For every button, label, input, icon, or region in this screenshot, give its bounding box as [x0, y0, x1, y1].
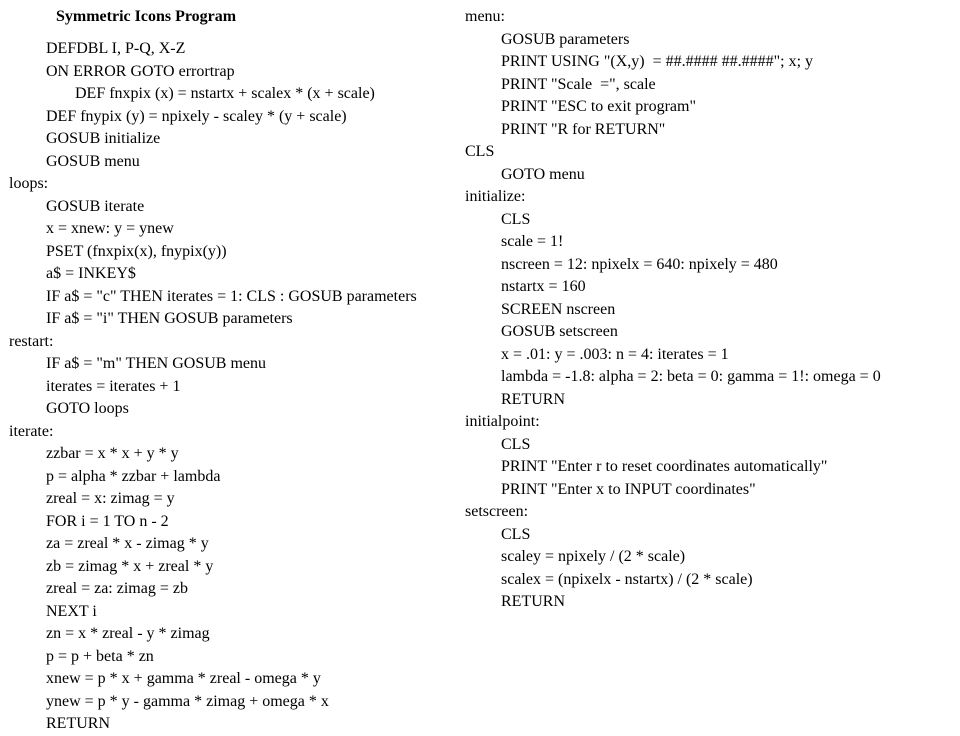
left-code-lines	[0, 38, 417, 736]
code-line: ynew = p * y - gamma * zimag + omega * x	[46, 692, 329, 710]
code-line: GOSUB parameters	[501, 30, 630, 48]
code-line: FOR i = 1 TO n - 2	[46, 512, 169, 530]
code-line: x = .01: y = .003: n = 4: iterates = 1	[501, 345, 729, 363]
code-line: PRINT "Enter r to reset coordinates automatically"	[501, 458, 828, 475]
code-line: a$ = INKEY$	[46, 265, 136, 282]
code-line: loops:	[9, 175, 49, 192]
code-line: CLS	[501, 525, 531, 543]
code-line: CLS	[501, 435, 531, 453]
code-line: iterates = iterates + 1	[46, 377, 181, 395]
code-line: scaley = npixely / (2 * scale)	[501, 548, 686, 565]
code-line: x = xnew: y = ynew	[46, 220, 174, 237]
code-line: zn = x * zreal - y * zimag	[46, 625, 210, 642]
code-line: menu:	[465, 8, 505, 25]
code-line: RETURN	[501, 390, 565, 408]
code-line: scale = 1!	[501, 233, 564, 250]
code-line: DEF fnxpix (x) = nstartx + scalex * (x + scale)	[75, 85, 375, 102]
code-line: p = p + beta * zn	[46, 647, 154, 665]
right-code-lines	[464, 6, 881, 614]
program-title: Symmetric Icons Program	[56, 8, 237, 25]
code-line: DEFDBL I, P-Q, X-Z	[46, 40, 186, 57]
code-line: zb = zimag * x + zreal * y	[46, 557, 214, 575]
code-line: PRINT "ESC to exit program"	[501, 98, 696, 115]
code-line: zzbar = x * x + y * y	[46, 445, 179, 462]
code-line: GOTO loops	[46, 400, 129, 417]
code-line: PRINT USING "(X,y) = ##.#### ##.####"; x; y	[501, 53, 814, 70]
code-line: zreal = za: zimag = zb	[46, 580, 188, 597]
code-line: PRINT "Scale =", scale	[501, 75, 656, 93]
code-line: PSET (fnxpix(x), fnypix(y))	[46, 242, 227, 260]
code-line: NEXT i	[46, 602, 97, 620]
code-line: zreal = x: zimag = y	[46, 490, 175, 507]
code-line: RETURN	[501, 593, 565, 610]
code-line: nscreen = 12: npixelx = 640: npixely = 480	[501, 255, 778, 273]
code-line: restart:	[9, 332, 54, 350]
code-line: scalex = (npixelx - nstartx) / (2 * scale)	[501, 570, 753, 588]
code-line: xnew = p * x + gamma * zreal - omega * y	[46, 670, 321, 687]
code-line: GOSUB setscreen	[501, 323, 618, 340]
code-line: GOSUB iterate	[46, 197, 145, 215]
code-line: GOTO menu	[501, 165, 585, 183]
code-line: initialpoint:	[465, 413, 540, 430]
code-line: SCREEN nscreen	[501, 300, 616, 318]
code-line: ON ERROR GOTO errortrap	[46, 62, 235, 80]
code-line: za = zreal * x - zimag * y	[46, 535, 209, 552]
code-line: IF a$ = "m" THEN GOSUB menu	[46, 355, 267, 372]
code-line: GOSUB menu	[46, 152, 140, 170]
code-line: CLS	[465, 143, 495, 160]
code-line: IF a$ = "c" THEN iterates = 1: CLS : GOSUB parameters	[46, 287, 417, 305]
code-line: setscreen:	[465, 503, 529, 520]
code-line: DEF fnypix (y) = npixely - scaley * (y + scale)	[46, 107, 347, 125]
code-line: CLS	[501, 210, 531, 228]
code-line: PRINT "R for RETURN"	[501, 120, 666, 138]
code-line: GOSUB initialize	[46, 130, 161, 147]
code-line: initialize:	[465, 188, 526, 205]
code-line: IF a$ = "i" THEN GOSUB parameters	[46, 310, 293, 327]
code-line: RETURN	[46, 715, 110, 732]
code-line: PRINT "Enter x to INPUT coordinates"	[501, 480, 756, 498]
code-line: p = alpha * zzbar + lambda	[46, 467, 221, 485]
code-line: nstartx = 160	[501, 278, 586, 295]
code-line: iterate:	[9, 422, 54, 440]
code-line: lambda = -1.8: alpha = 2: beta = 0: gamma = 1!: omega = 0	[501, 368, 881, 385]
